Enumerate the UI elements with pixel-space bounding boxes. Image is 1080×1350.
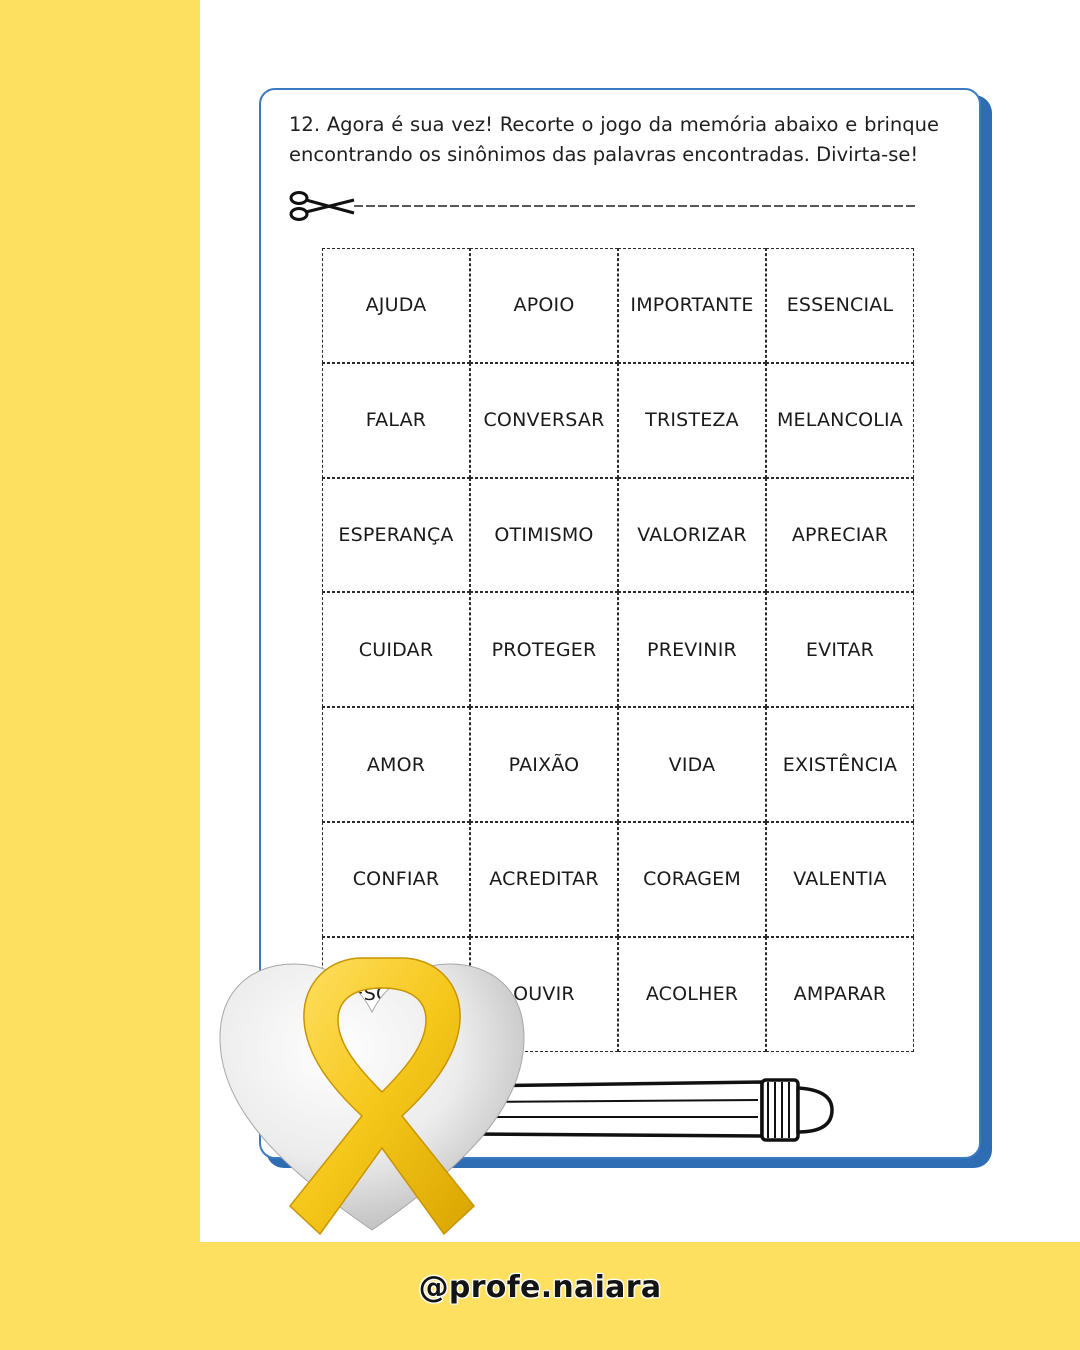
memory-card: ACREDITAR — [470, 822, 618, 937]
memory-card: CORAGEM — [618, 822, 766, 937]
memory-card: ACOLHER — [618, 937, 766, 1052]
instagram-handle: @profe.naiara — [418, 1270, 662, 1305]
instruction-text: 12. Agora é sua vez! Recorte o jogo da memória abaixo e brinque encontrando os sinônimos das palavras encontradas. Divirta-se! — [289, 113, 939, 166]
memory-card: ESSENCIAL — [766, 248, 914, 363]
memory-game-grid — [322, 248, 914, 1052]
yellow-side-panel — [0, 0, 200, 1350]
memory-card: FALAR — [322, 363, 470, 478]
memory-card: PREVINIR — [618, 592, 766, 707]
memory-card: EVITAR — [766, 592, 914, 707]
memory-card: AMPARAR — [766, 937, 914, 1052]
cut-line — [288, 188, 918, 224]
memory-card: PROTEGER — [470, 592, 618, 707]
memory-card: MELANCOLIA — [766, 363, 914, 478]
memory-card: APRECIAR — [766, 478, 914, 593]
memory-card: AJUDA — [322, 248, 470, 363]
memory-card: VIDA — [618, 707, 766, 822]
memory-card: CONFIAR — [322, 822, 470, 937]
memory-card: TRISTEZA — [618, 363, 766, 478]
memory-card: VALORIZAR — [618, 478, 766, 593]
memory-card: ESPERANÇA — [322, 478, 470, 593]
memory-card: OUVIR — [470, 937, 618, 1052]
memory-card: CONVERSAR — [470, 363, 618, 478]
memory-card: VALENTIA — [766, 822, 914, 937]
heart-with-yellow-ribbon — [212, 938, 532, 1244]
memory-card: AMOR — [322, 707, 470, 822]
memory-card: OTIMISMO — [470, 478, 618, 593]
memory-card: APOIO — [470, 248, 618, 363]
memory-card: IMPORTANTE — [618, 248, 766, 363]
memory-card: CUIDAR — [322, 592, 470, 707]
memory-card: EXISTÊNCIA — [766, 707, 914, 822]
scissors-icon — [291, 193, 354, 220]
memory-card: PAIXÃO — [470, 707, 618, 822]
